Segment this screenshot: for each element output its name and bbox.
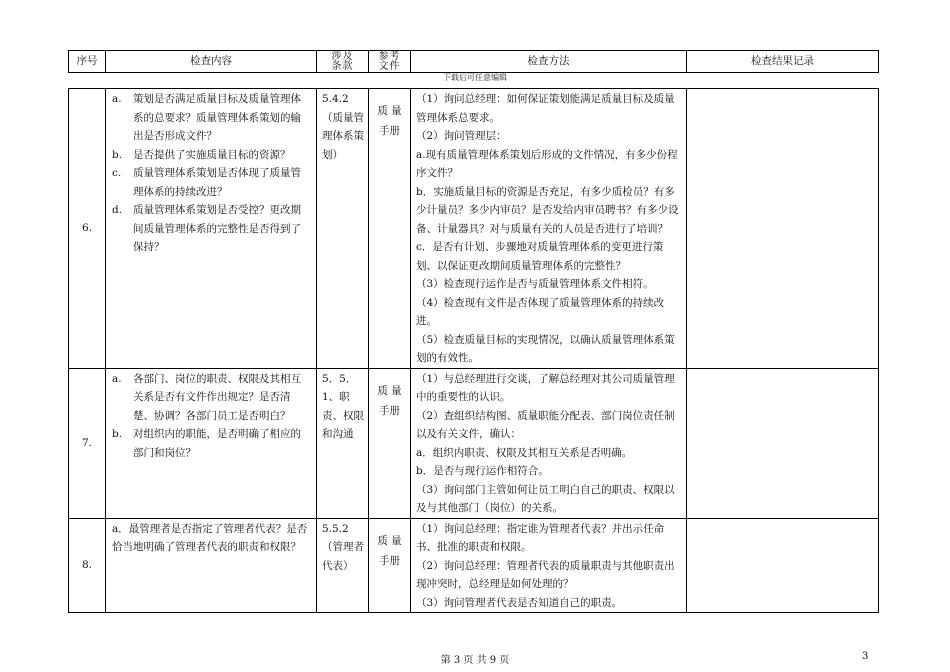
header-method: 检查方法: [411, 51, 687, 73]
check-content: a．最管理者是否指定了管理者代表？是否恰当地明确了管理者代表的职责和权限？: [106, 518, 317, 613]
checklist-table: [68, 88, 879, 613]
result-cell[interactable]: [687, 368, 879, 518]
table-row-7: [69, 368, 879, 518]
method-line: b．是否与现行运作相符合。: [416, 465, 549, 477]
row-number: 8.: [69, 518, 106, 613]
method-line: （1）与总经理进行交谈，了解总经理对其公司质量管理中的重要性的认识。: [416, 372, 675, 403]
content-item: b. 对组织内的职能，是否明确了相应的部门和岗位？: [112, 428, 301, 459]
content-item: a. 策划是否满足质量目标及质量管理体系的总要求？质量管理体系策划的输出是否形成文件？: [112, 93, 301, 142]
method-line: （2）询问管理层：: [416, 130, 507, 142]
page-number: 3: [862, 651, 869, 662]
content-item: a. 各部门、岗位的职责、权限及其相互关系是否有文件作出规定？是否清楚、协调？各部门员工是否明白？: [112, 372, 301, 422]
content-item: b. 是否提供了实施质量目标的资源？: [112, 148, 291, 161]
result-cell[interactable]: [687, 89, 879, 369]
method-line: （3）询问部门主管如何让员工明白自己的职责、权限以及与其他部门（岗位）的关系。: [416, 483, 675, 514]
row-number: 6.: [69, 89, 106, 369]
page-footer: 第 3 页 共 9 页: [440, 655, 510, 666]
ref-doc-cell: 质 量 手册: [369, 368, 411, 518]
ref-doc-cell: 质 量 手册: [369, 518, 411, 613]
method-line: （2）查组织结构图、质量职能分配表、部门岗位责任制以及有关文件，确认：: [416, 409, 675, 440]
clause-cell: 5．5．1、职责、权限和沟通: [317, 368, 369, 518]
check-method: [411, 518, 687, 613]
content-item: c. 质量管理体系策划是否体现了质量管理体系的持续改进？: [112, 167, 301, 198]
method-line: （3）询问管理者代表是否知道自己的职责。: [416, 596, 623, 609]
result-cell[interactable]: [687, 518, 879, 613]
method-line: （1）询问总经理：如何保证策划能满足质量目标及质量管理体系总要求。: [416, 93, 675, 124]
method-line: （2）询问总经理：管理者代表的质量职责与其他职责出现冲突时，总经理是如何处理的？: [416, 559, 675, 590]
method-line: a．组织内职责、权限及其相互关系是否明确。: [416, 446, 633, 459]
method-line: b．实施质量目标的资源是否充足，有多少质检员？有多少计量员？多少内审员？是否发给内审员聘书？有多少设备、计量器具？对与质量有关的人员是否进行了培训？: [416, 185, 679, 235]
check-content: [106, 368, 317, 518]
table-row-6: [69, 89, 879, 369]
check-method: [411, 368, 687, 518]
method-line: （4）检查现有文件是否体现了质量管理体系的持续改进。: [416, 296, 665, 327]
header-row: [69, 51, 879, 73]
header-clause: 涉及 条款: [317, 51, 369, 73]
method-line: a.现有质量管理体系策划后形成的文件情况，有多少份程序文件？: [416, 148, 678, 179]
header-result: 检查结果记录: [687, 51, 879, 73]
header-seq: 序号: [69, 51, 106, 73]
table-row-8: [69, 518, 879, 613]
clause-cell: 5.4.2（质量管理体系策划）: [317, 89, 369, 369]
content-item: d. 质量管理体系策划是否受控？更改期间质量管理体系的完整性是否得到了保持？: [112, 204, 301, 253]
method-line: （1）询问总经理：指定谁为管理者代表？并出示任命书、批准的职责和权限。: [416, 522, 665, 553]
method-line: （3）检查现行运作是否与质量管理体系文件相符。: [416, 278, 654, 290]
header-ref: 参考 文件: [369, 51, 411, 73]
edit-note: 下载后可任意编辑: [443, 73, 507, 82]
ref-doc-cell: 质 量 手册: [369, 89, 411, 369]
check-content: [106, 89, 317, 369]
header-content: 检查内容: [106, 51, 317, 73]
method-line: c．是否有计划、步骤地对质量管理体系的变更进行策划、以保证更改期间质量管理体系的完整性？: [416, 241, 664, 272]
row-number: 7.: [69, 368, 106, 518]
header-table: [68, 50, 879, 73]
check-method: [411, 89, 687, 369]
clause-cell: 5.5.2（管理者代表）: [317, 518, 369, 613]
method-line: （5）检查质量目标的实现情况，以确认质量管理体系策划的有效性。: [416, 333, 675, 364]
